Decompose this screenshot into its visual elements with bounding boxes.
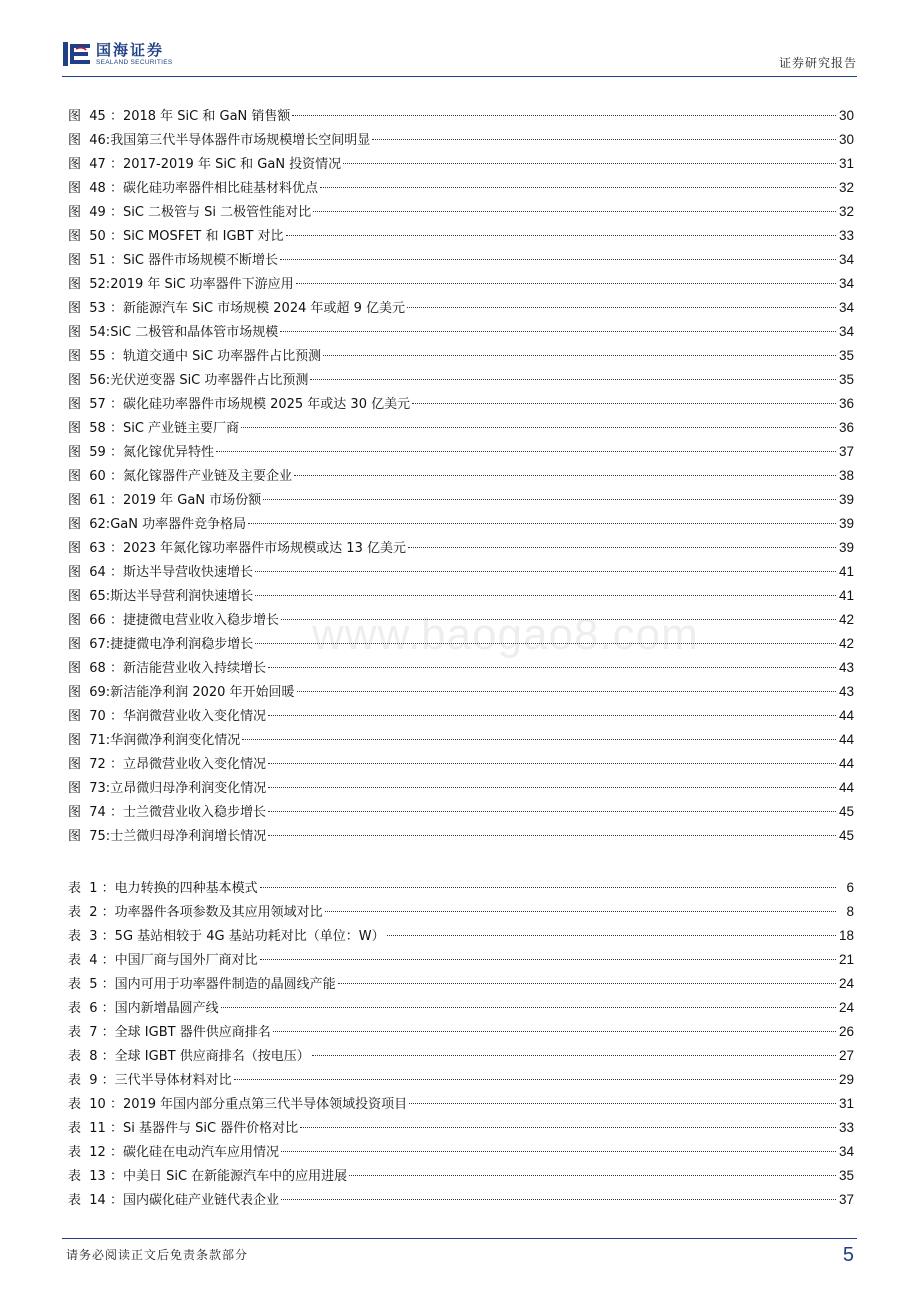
figure-toc-entry[interactable]	[68, 680, 854, 704]
entry-label: 表 9 ：	[68, 1073, 115, 1088]
entry-label: 图 60 ：	[68, 469, 123, 484]
dot-leader	[325, 910, 836, 912]
entry-title: SiC 产业链主要厂商	[122, 421, 240, 436]
entry-label: 表 10 ：	[68, 1097, 123, 1112]
entry-title: 新能源汽车 SiC 市场规模 2024 年或超 9 亿美元	[122, 301, 406, 316]
figure-toc-entry[interactable]	[68, 224, 854, 248]
dot-leader	[268, 834, 836, 836]
entry-label: 图 61 ：	[68, 493, 123, 508]
entry-page-number: 26	[838, 1024, 854, 1039]
entry-title: 氮化镓优异特性	[122, 445, 214, 460]
entry-page-number: 39	[838, 492, 854, 507]
entry-title: 2023 年氮化镓功率器件市场规模或达 13 亿美元	[122, 541, 406, 556]
dot-leader	[268, 810, 836, 812]
entry-title: 立昂微营业收入变化情况	[122, 757, 266, 772]
entry-page-number: 35	[838, 1168, 854, 1183]
dot-leader	[216, 450, 836, 452]
entry-title: SiC 二极管与 Si 二极管性能对比	[122, 205, 312, 220]
table-toc-entry[interactable]	[68, 1188, 854, 1212]
entry-title: 2019 年 SiC 功率器件下游应用	[110, 277, 294, 292]
footer-divider	[62, 1238, 857, 1239]
entry-page-number: 24	[838, 976, 854, 991]
tables-toc	[68, 876, 854, 1212]
table-toc-entry[interactable]	[68, 1068, 854, 1092]
entry-title: GaN 功率器件竞争格局	[110, 517, 247, 532]
figure-toc-entry[interactable]	[68, 488, 854, 512]
watermark: www.baogao8.com	[312, 610, 699, 659]
table-toc-entry[interactable]	[68, 1140, 854, 1164]
entry-page-number: 32	[838, 204, 854, 219]
figure-toc-entry[interactable]	[68, 728, 854, 752]
entry-page-number: 39	[838, 540, 854, 555]
entry-page-number: 24	[838, 1000, 854, 1015]
entry-page-number: 44	[838, 780, 854, 795]
dot-leader	[221, 1006, 836, 1008]
entry-label: 图 74 ：	[68, 805, 123, 820]
entry-label: 图 57 ：	[68, 397, 123, 412]
logo-chinese-name: 国海证券	[96, 40, 165, 59]
entry-label: 图 62:	[68, 517, 111, 532]
entry-page-number: 34	[838, 252, 854, 267]
entry-label: 图 50 ：	[68, 229, 123, 244]
dot-leader	[281, 1150, 836, 1152]
entry-page-number: 8	[846, 904, 854, 919]
entry-title: 2017-2019 年 SiC 和 GaN 投资情况	[122, 157, 342, 172]
dot-leader	[409, 1102, 836, 1104]
figure-toc-entry[interactable]	[68, 776, 854, 800]
entry-title: 捷捷微电营业收入稳步增长	[122, 613, 279, 628]
figure-toc-entry[interactable]	[68, 824, 854, 848]
entry-title: 国内可用于功率器件制造的晶圆线产能	[114, 977, 336, 992]
entry-label: 图 64 ：	[68, 565, 123, 580]
entry-label: 表 1 ：	[68, 881, 115, 896]
entry-title: 捷捷微电净利润稳步增长	[110, 637, 254, 652]
disclaimer-note: 请务必阅读正文后免责条款部分	[66, 1248, 249, 1262]
dot-leader	[286, 234, 836, 236]
entry-title: 国内碳化硅产业链代表企业	[122, 1193, 279, 1208]
entry-title: 功率器件各项参数及其应用领域对比	[114, 905, 323, 920]
entry-page-number: 37	[838, 1192, 854, 1207]
entry-title: 碳化硅功率器件相比硅基材料优点	[122, 181, 318, 196]
entry-label: 表 8 ：	[68, 1049, 115, 1064]
dot-leader	[280, 330, 836, 332]
dot-leader	[242, 738, 836, 740]
entry-page-number: 6	[846, 880, 854, 895]
entry-label: 表 12 ：	[68, 1145, 123, 1160]
dot-leader	[294, 474, 836, 476]
entry-title: 国内新增晶圆产线	[114, 1001, 219, 1016]
figure-toc-entry[interactable]	[68, 704, 854, 728]
entry-page-number: 37	[838, 444, 854, 459]
entry-page-number: 30	[838, 108, 854, 123]
entry-page-number: 42	[838, 636, 854, 651]
table-toc-entry[interactable]	[68, 1020, 854, 1044]
entry-label: 图 59 ：	[68, 445, 123, 460]
entry-page-number: 30	[838, 132, 854, 147]
entry-label: 图 49 ：	[68, 205, 123, 220]
company-logo	[62, 40, 173, 68]
entry-page-number: 34	[838, 1144, 854, 1159]
entry-label: 图 69:	[68, 685, 111, 700]
entry-page-number: 44	[838, 732, 854, 747]
page-header	[62, 40, 857, 74]
entry-page-number: 45	[838, 804, 854, 819]
figure-toc-entry[interactable]	[68, 752, 854, 776]
entry-page-number: 27	[838, 1048, 854, 1063]
entry-title: 中国厂商与国外厂商对比	[114, 953, 258, 968]
entry-page-number: 39	[838, 516, 854, 531]
entry-title: 全球 IGBT 供应商排名（按电压）	[114, 1049, 310, 1064]
dot-leader	[292, 114, 836, 116]
entry-label: 图 45 ：	[68, 109, 123, 124]
dot-leader	[260, 958, 836, 960]
entry-label: 图 63 ：	[68, 541, 123, 556]
figure-toc-entry[interactable]	[68, 176, 854, 200]
figure-toc-entry[interactable]	[68, 104, 854, 128]
entry-page-number: 38	[838, 468, 854, 483]
entry-page-number: 33	[838, 1120, 854, 1135]
entry-page-number: 36	[838, 420, 854, 435]
table-toc-entry[interactable]	[68, 996, 854, 1020]
entry-title: 碳化硅在电动汽车应用情况	[122, 1145, 279, 1160]
figure-toc-entry[interactable]	[68, 512, 854, 536]
entry-label: 图 65:	[68, 589, 111, 604]
dot-leader	[248, 522, 836, 524]
dot-leader	[387, 934, 836, 936]
dot-leader	[372, 138, 836, 140]
dot-leader	[312, 1054, 836, 1056]
entry-label: 图 66 ：	[68, 613, 123, 628]
dot-leader	[268, 666, 836, 668]
entry-label: 图 48 ：	[68, 181, 123, 196]
entry-page-number: 33	[838, 228, 854, 243]
dot-leader	[297, 690, 836, 692]
dot-leader	[310, 378, 836, 380]
dot-leader	[255, 594, 836, 596]
figure-toc-entry[interactable]	[68, 584, 854, 608]
entry-title: 电力转换的四种基本模式	[114, 881, 258, 896]
dot-leader	[320, 186, 836, 188]
table-toc-entry[interactable]	[68, 1092, 854, 1116]
dot-leader	[412, 402, 836, 404]
figure-toc-entry[interactable]	[68, 344, 854, 368]
dot-leader	[296, 282, 836, 284]
entry-label: 图 52:	[68, 277, 111, 292]
entry-page-number: 29	[838, 1072, 854, 1087]
entry-title: SiC MOSFET 和 IGBT 对比	[122, 229, 284, 244]
dot-leader	[268, 762, 836, 764]
entry-label: 图 46:	[68, 133, 111, 148]
entry-page-number: 31	[838, 156, 854, 171]
figure-toc-entry[interactable]	[68, 200, 854, 224]
dot-leader	[313, 210, 836, 212]
figure-toc-entry[interactable]	[68, 560, 854, 584]
entry-title: 碳化硅功率器件市场规模 2025 年或达 30 亿美元	[122, 397, 411, 412]
dot-leader	[255, 570, 836, 572]
entry-title: Si 基器件与 SiC 器件价格对比	[122, 1121, 299, 1136]
dot-leader	[273, 1030, 836, 1032]
entry-label: 图 56:	[68, 373, 111, 388]
dot-leader	[234, 1078, 836, 1080]
entry-page-number: 41	[838, 588, 854, 603]
report-type: 证券研究报告	[778, 56, 857, 70]
entry-page-number: 34	[838, 276, 854, 291]
figure-toc-entry[interactable]	[68, 416, 854, 440]
entry-title: 华润微净利润变化情况	[110, 733, 241, 748]
entry-label: 图 47 ：	[68, 157, 123, 172]
dot-leader	[408, 546, 836, 548]
entry-page-number: 18	[838, 928, 854, 943]
entry-label: 表 11 ：	[68, 1121, 123, 1136]
entry-title: 全球 IGBT 器件供应商排名	[114, 1025, 271, 1040]
page-number: 5	[842, 1244, 854, 1266]
figure-toc-entry[interactable]	[68, 392, 854, 416]
entry-title: SiC 二极管和晶体管市场规模	[110, 325, 279, 340]
entry-title: SiC 器件市场规模不断增长	[122, 253, 279, 268]
table-toc-entry[interactable]	[68, 972, 854, 996]
table-toc-entry[interactable]	[68, 1164, 854, 1188]
figure-toc-entry[interactable]	[68, 128, 854, 152]
figure-toc-entry[interactable]	[68, 248, 854, 272]
entry-title: 光伏逆变器 SiC 功率器件占比预测	[110, 373, 309, 388]
entry-title: 立昂微归母净利润变化情况	[110, 781, 267, 796]
dot-leader	[323, 354, 836, 356]
figure-toc-entry[interactable]	[68, 440, 854, 464]
table-toc-entry[interactable]	[68, 876, 854, 900]
sealand-logo-icon	[62, 40, 92, 68]
entry-label: 表 4 ：	[68, 953, 115, 968]
figure-toc-entry[interactable]	[68, 464, 854, 488]
entry-label: 表 7 ：	[68, 1025, 115, 1040]
logo-english-name: SEALAND SECURITIES	[96, 58, 173, 66]
entry-label: 图 55 ：	[68, 349, 123, 364]
table-toc-entry[interactable]	[68, 1116, 854, 1140]
entry-title: 士兰微归母净利润增长情况	[110, 829, 267, 844]
figure-toc-entry[interactable]	[68, 296, 854, 320]
dot-leader	[268, 786, 836, 788]
figure-toc-entry[interactable]	[68, 272, 854, 296]
entry-title: 轨道交通中 SiC 功率器件占比预测	[122, 349, 322, 364]
dot-leader	[300, 1126, 836, 1128]
entry-page-number: 21	[838, 952, 854, 967]
entry-page-number: 35	[838, 372, 854, 387]
dot-leader	[349, 1174, 836, 1176]
entry-label: 图 51 ：	[68, 253, 123, 268]
entry-label: 图 71:	[68, 733, 111, 748]
entry-title: 华润微营业收入变化情况	[122, 709, 266, 724]
entry-page-number: 43	[838, 660, 854, 675]
dot-leader	[338, 982, 836, 984]
entry-title: 中美日 SiC 在新能源汽车中的应用进展	[122, 1169, 348, 1184]
entry-page-number: 44	[838, 708, 854, 723]
table-toc-entry[interactable]	[68, 924, 854, 948]
figure-toc-entry[interactable]	[68, 368, 854, 392]
entry-label: 图 68 ：	[68, 661, 123, 676]
entry-label: 图 53 ：	[68, 301, 123, 316]
entry-page-number: 34	[838, 300, 854, 315]
entry-page-number: 43	[838, 684, 854, 699]
dot-leader	[280, 258, 836, 260]
entry-page-number: 44	[838, 756, 854, 771]
figures-toc	[68, 104, 854, 848]
entry-label: 表 6 ：	[68, 1001, 115, 1016]
figure-toc-entry[interactable]	[68, 536, 854, 560]
entry-title: 2019 年 GaN 市场份额	[122, 493, 262, 508]
dot-leader	[260, 886, 836, 888]
figure-toc-entry[interactable]	[68, 152, 854, 176]
entry-title: 我国第三代半导体器件市场规模增长空间明显	[110, 133, 371, 148]
table-toc-entry[interactable]	[68, 900, 854, 924]
entry-title: 士兰微营业收入稳步增长	[122, 805, 266, 820]
entry-title: 2019 年国内部分重点第三代半导体领域投资项目	[122, 1097, 408, 1112]
dot-leader	[281, 1198, 836, 1200]
entry-page-number: 32	[838, 180, 854, 195]
figure-toc-entry[interactable]	[68, 320, 854, 344]
entry-page-number: 36	[838, 396, 854, 411]
dot-leader	[343, 162, 836, 164]
entry-label: 表 5 ：	[68, 977, 115, 992]
entry-title: 斯达半导营收快速增长	[122, 565, 253, 580]
entry-label: 图 54:	[68, 325, 111, 340]
entry-label: 表 13 ：	[68, 1169, 123, 1184]
entry-label: 图 72 ：	[68, 757, 123, 772]
entry-label: 图 58 ：	[68, 421, 123, 436]
entry-page-number: 31	[838, 1096, 854, 1111]
entry-label: 图 70 ：	[68, 709, 123, 724]
dot-leader	[407, 306, 836, 308]
entry-label: 表 14 ：	[68, 1193, 123, 1208]
entry-title: 氮化镓器件产业链及主要企业	[122, 469, 292, 484]
entry-page-number: 34	[838, 324, 854, 339]
entry-label: 图 73:	[68, 781, 111, 796]
dot-leader	[263, 498, 836, 500]
entry-title: 新洁能净利润 2020 年开始回暖	[110, 685, 295, 700]
header-divider	[62, 76, 857, 77]
entry-title: 斯达半导营利润快速增长	[110, 589, 254, 604]
entry-label: 表 3 ：	[68, 929, 115, 944]
figure-toc-entry[interactable]	[68, 800, 854, 824]
entry-title: 新洁能营业收入持续增长	[122, 661, 266, 676]
entry-title: 三代半导体材料对比	[114, 1073, 232, 1088]
entry-page-number: 35	[838, 348, 854, 363]
dot-leader	[241, 426, 836, 428]
entry-page-number: 42	[838, 612, 854, 627]
table-toc-entry[interactable]	[68, 1044, 854, 1068]
entry-label: 图 75:	[68, 829, 111, 844]
dot-leader	[268, 714, 836, 716]
entry-title: 5G 基站相较于 4G 基站功耗对比（单位：W）	[114, 929, 385, 944]
entry-label: 图 67:	[68, 637, 111, 652]
entry-page-number: 41	[838, 564, 854, 579]
entry-label: 表 2 ：	[68, 905, 115, 920]
table-toc-entry[interactable]	[68, 948, 854, 972]
entry-title: 2018 年 SiC 和 GaN 销售额	[122, 109, 291, 124]
entry-page-number: 45	[838, 828, 854, 843]
